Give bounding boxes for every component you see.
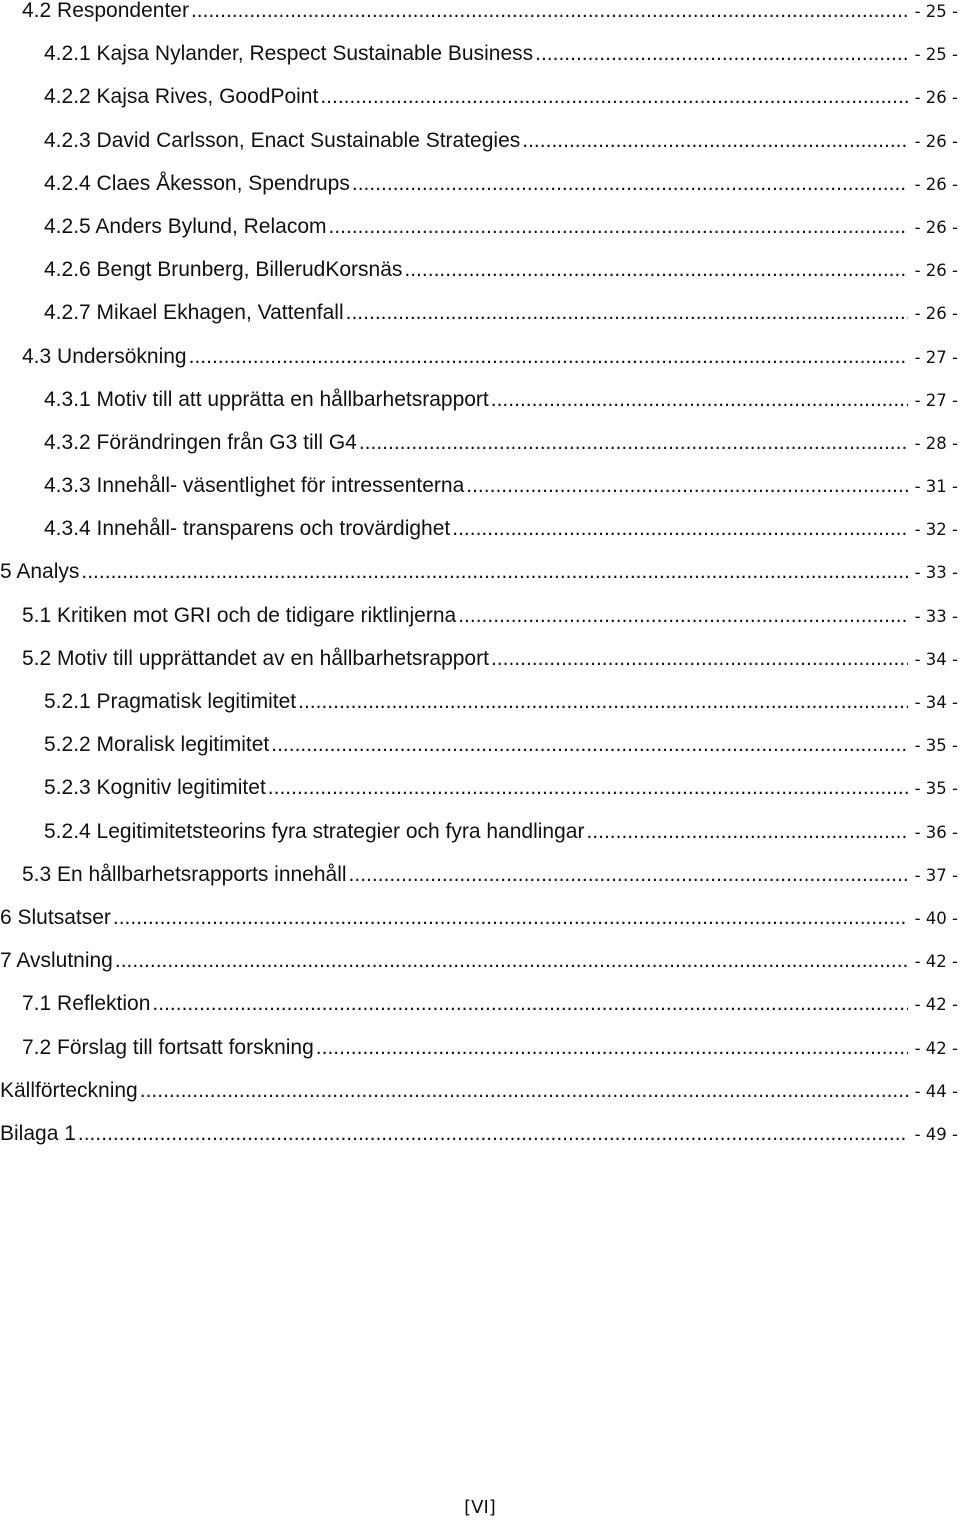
toc-entry[interactable] [0, 939, 960, 982]
toc-dot-leader [349, 853, 908, 896]
toc-entry[interactable] [0, 550, 960, 593]
toc-entry[interactable] [0, 507, 960, 550]
toc-entry[interactable] [0, 594, 960, 637]
toc-entry[interactable] [0, 378, 960, 421]
toc-dot-leader [268, 766, 908, 809]
toc-dot-leader [271, 723, 908, 766]
toc-entry-page: - 27 - [914, 390, 958, 410]
toc-entry-title: 4.2.5 Anders Bylund, Relacom [44, 214, 327, 238]
toc-entry-title: 4.2 Respondenter [22, 0, 189, 22]
toc-entry-title: Bilaga 1 [0, 1121, 76, 1145]
toc-dot-leader [522, 119, 908, 162]
toc-entry-page: - 32 - [914, 520, 958, 540]
toc-entry-page: - 34 - [914, 649, 958, 669]
toc-entry[interactable] [0, 723, 960, 766]
toc-dot-leader [316, 1026, 908, 1069]
toc-entry[interactable] [0, 1069, 960, 1112]
toc-dot-leader [78, 1112, 908, 1155]
toc-dot-leader [298, 680, 908, 723]
toc-entry-page: - 31 - [914, 477, 958, 497]
toc-entry-title: 7.2 Förslag till fortsatt forskning [22, 1035, 314, 1059]
toc-entry-title: 5.3 En hållbarhetsrapports innehåll [22, 862, 347, 886]
toc-entry-title: 7.1 Reflektion [22, 992, 151, 1016]
toc-dot-leader [329, 205, 909, 248]
toc-entry-title: 4.3.1 Motiv till att upprätta en hållbarhetsrapport [44, 387, 489, 411]
toc-entry-title: 4.2.6 Bengt Brunberg, BillerudKorsnäs [44, 258, 403, 282]
toc-dot-leader [458, 594, 908, 637]
toc-entry-title: 5.2.2 Moralisk legitimitet [44, 733, 270, 757]
toc-dot-leader [140, 1069, 908, 1112]
toc-dot-leader [152, 982, 908, 1025]
toc-entry[interactable] [0, 766, 960, 809]
toc-entry[interactable] [0, 205, 960, 248]
toc-dot-leader [113, 896, 908, 939]
toc-entry[interactable] [0, 162, 960, 205]
toc-entry[interactable] [0, 291, 960, 334]
toc-entry-page: - 42 - [914, 1038, 958, 1058]
toc-entry[interactable] [0, 248, 960, 291]
toc-entry[interactable] [0, 1112, 960, 1155]
toc-entry-page: - 42 - [914, 952, 958, 972]
page-number-footer: [VI] [464, 1497, 496, 1518]
toc-entry[interactable] [0, 0, 960, 32]
toc-dot-leader [491, 637, 908, 680]
toc-entry-title: 5.1 Kritiken mot GRI och de tidigare riktlinjerna [22, 603, 457, 627]
toc-entry-page: - 26 - [914, 131, 958, 151]
toc-dot-leader [352, 162, 908, 205]
toc-dot-leader [452, 507, 908, 550]
toc-entry-title: 4.3.3 Innehåll- väsentlighet för intressenterna [44, 474, 465, 498]
toc-entry-title: 4.2.7 Mikael Ekhagen, Vattenfall [44, 301, 344, 325]
toc-entry-title: 4.2.3 David Carlsson, Enact Sustainable Strategies [44, 128, 521, 152]
toc-dot-leader [404, 248, 908, 291]
toc-entry-title: 6 Slutsatser [0, 905, 111, 929]
toc-dot-leader [466, 464, 908, 507]
toc-entry-page: - 25 - [914, 45, 958, 65]
toc-entry-page: - 36 - [914, 822, 958, 842]
toc-entry-page: - 35 - [914, 779, 958, 799]
toc-entry-page: - 28 - [914, 433, 958, 453]
toc-entry-page: - 33 - [914, 563, 958, 583]
toc-entry-page: - 37 - [914, 865, 958, 885]
toc-entry[interactable] [0, 896, 960, 939]
toc-entry-title: 4.3.4 Innehåll- transparens och trovärdighet [44, 517, 451, 541]
toc-entry[interactable] [0, 75, 960, 118]
toc-entry-page: - 44 - [914, 1081, 958, 1101]
toc-entry-page: - 49 - [914, 1124, 958, 1144]
toc-entry-page: - 40 - [914, 908, 958, 928]
toc-entry[interactable] [0, 421, 960, 464]
toc-entry-page: - 26 - [914, 261, 958, 281]
toc-dot-leader [320, 75, 908, 118]
toc-dot-leader [191, 0, 908, 32]
toc-entry[interactable] [0, 119, 960, 162]
toc-entry-page: - 34 - [914, 693, 958, 712]
toc-entry[interactable] [0, 810, 960, 853]
toc-entry-title: 4.2.2 Kajsa Rives, GoodPoint [44, 85, 319, 109]
toc-entry-page: - 26 - [914, 88, 958, 108]
toc-entry[interactable] [0, 680, 960, 723]
toc-entry-title: Källförteckning [0, 1078, 138, 1102]
toc-entry-page: - 35 - [914, 736, 958, 756]
toc-entry-title: 7 Avslutning [0, 949, 113, 973]
toc-entry[interactable] [0, 335, 960, 378]
toc-entry[interactable] [0, 637, 960, 680]
toc-entry[interactable] [0, 32, 960, 75]
toc-entry-page: - 26 - [914, 174, 958, 194]
toc-dot-leader [491, 378, 908, 421]
toc-entry-title: 5 Analys [0, 560, 80, 584]
toc-entry[interactable] [0, 464, 960, 507]
toc-dot-leader [346, 291, 908, 334]
toc-dot-leader [115, 939, 908, 982]
toc-entry-page: - 26 - [914, 217, 958, 237]
toc-entry-title: 5.2.4 Legitimitetsteorins fyra strategier och fyra handlingar [44, 819, 585, 843]
toc-entry-page: - 26 - [914, 304, 958, 324]
toc-entry-title: 4.3.2 Förändringen från G3 till G4 [44, 430, 357, 454]
toc-dot-leader [189, 335, 908, 378]
toc-entry-page: - 25 - [914, 2, 958, 21]
toc-entry-title: 4.2.1 Kajsa Nylander, Respect Sustainable Business [44, 42, 534, 66]
toc-entry-page: - 33 - [914, 606, 958, 626]
toc-entry-title: 4.3 Undersökning [22, 344, 187, 368]
toc-entry-page: - 27 - [914, 347, 958, 367]
toc-entry[interactable] [0, 982, 960, 1025]
toc-dot-leader [586, 810, 908, 853]
toc-entry[interactable] [0, 1026, 960, 1069]
toc-dot-leader [535, 32, 908, 75]
toc-entry-title: 5.2.3 Kognitiv legitimitet [44, 776, 266, 800]
toc-entry-title: 4.2.4 Claes Åkesson, Spendrups [44, 171, 350, 195]
toc-entry-title: 5.2.1 Pragmatisk legitimitet [44, 690, 297, 713]
toc-dot-leader [359, 421, 908, 464]
toc-dot-leader [81, 550, 908, 593]
toc-entry-page: - 42 - [914, 995, 958, 1015]
toc-entry-title: 5.2 Motiv till upprättandet av en hållbarhetsrapport [22, 646, 489, 670]
toc-entry[interactable] [0, 853, 960, 896]
